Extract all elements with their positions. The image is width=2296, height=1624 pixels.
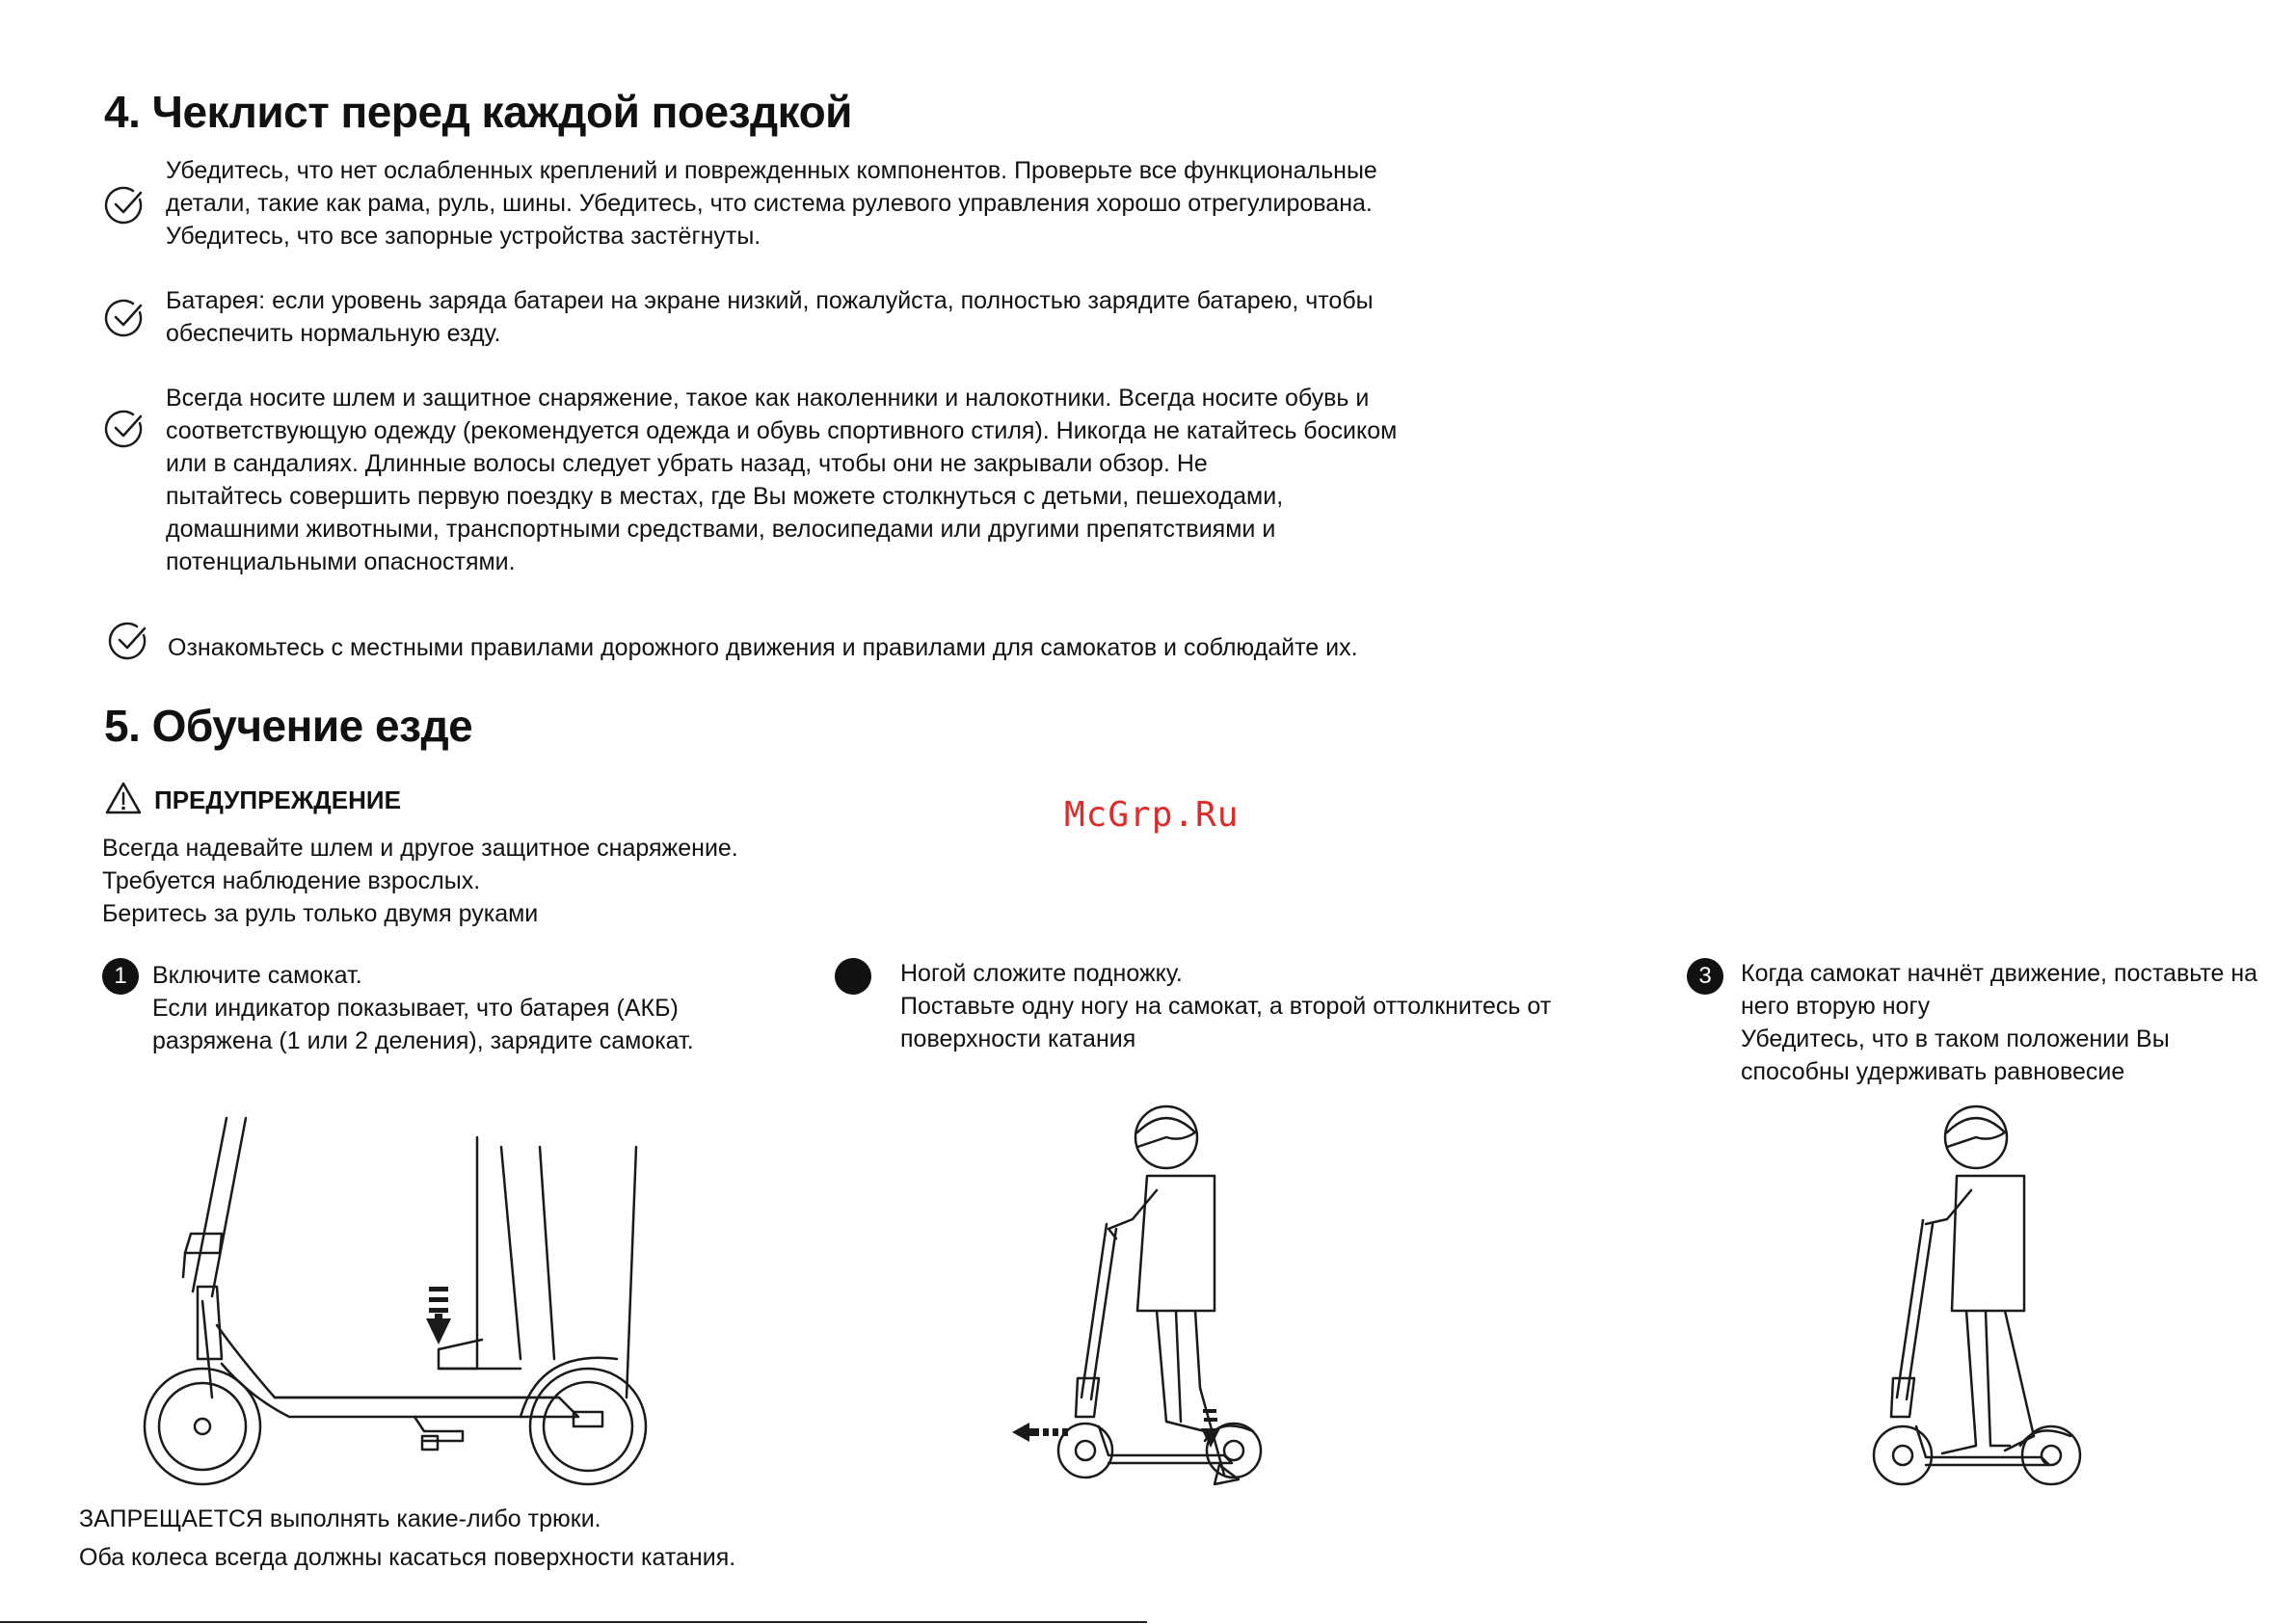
checklist-item-3: Всегда носите шлем и защитное снаряжение, такое как наколенники и налокотники. Всегда носите обувь и соответствующую одежду (рекомендуется одежда и обувь спортивного стиля). Никогда не катайтесь босиком или в сандалиях. Длинные волосы следует убрать назад, чтобы они не закрывали обзор. Не пытайтесь совершить первую поездку в местах, где Вы можете столкнуться с детьми, пешеходами, домашними животными, транспортными средствами, велосипедами или другими препятствиями и потенциальными опасностями. <box>166 385 1398 575</box>
watermark: McGrp.Ru <box>1064 795 1240 835</box>
checklist-item-1: Убедитесь, что нет ослабленных креплений и поврежденных компонентов. Проверьте все функциональные детали, такие как рама, руль, шины. Убедитесь, что система рулевого управления хорошо отрегулирована. Убедитесь, что все запорные устройства застёгнуты. <box>166 157 1377 250</box>
section5-title: 5. Обучение езде <box>104 701 473 751</box>
check-circle-icon <box>104 184 145 225</box>
rider-push-off-illustration <box>1012 1099 1263 1504</box>
warning-triangle-icon <box>104 781 143 815</box>
check-circle-icon <box>104 297 145 337</box>
step-3-badge: 3 <box>1687 958 1723 995</box>
scooter-kickstand-illustration <box>116 1108 694 1513</box>
warning-label: ПРЕДУПРЕЖДЕНИЕ <box>154 785 401 814</box>
check-circle-icon <box>108 620 148 660</box>
step-3-text: Когда самокат начнёт движение, поставьте на него вторую ногу Убедитесь, что в таком положении Вы способны удерживать равновесие <box>1741 960 2258 1085</box>
step-1-badge: 1 <box>102 958 139 995</box>
checklist-item-2: Батарея: если уровень заряда батареи на экране низкий, пожалуйста, полностью зарядите батарею, чтобы обеспечить нормальную езду. <box>166 287 1374 347</box>
check-circle-icon <box>104 408 145 448</box>
checklist-item-4: Ознакомьтесь с местными правилами дорожного движения и правилами для самокатов и соблюдайте их. <box>168 634 1358 661</box>
step-2-badge <box>835 958 871 995</box>
step-1-text: Включите самокат. Если индикатор показывает, что батарея (АКБ) разряжена (1 или 2 деления), зарядите самокат. <box>152 962 694 1054</box>
step-2-text: Ногой сложите подножку. Поставьте одну ногу на самокат, а второй оттолкнитесь от поверхности катания <box>900 960 1552 1052</box>
footer-warning-text: ЗАПРЕЩАЕТСЯ выполнять какие-либо трюки. Оба колеса всегда должны касаться поверхности катания. <box>79 1505 736 1571</box>
warning-text: Всегда надевайте шлем и другое защитное снаряжение. Требуется наблюдение взрослых. Беритесь за руль только двумя руками <box>102 835 738 927</box>
page-bottom-rule <box>0 1621 1147 1623</box>
rider-balanced-illustration <box>1831 1099 2082 1504</box>
section4-title: 4. Чеклист перед каждой поездкой <box>104 87 852 137</box>
